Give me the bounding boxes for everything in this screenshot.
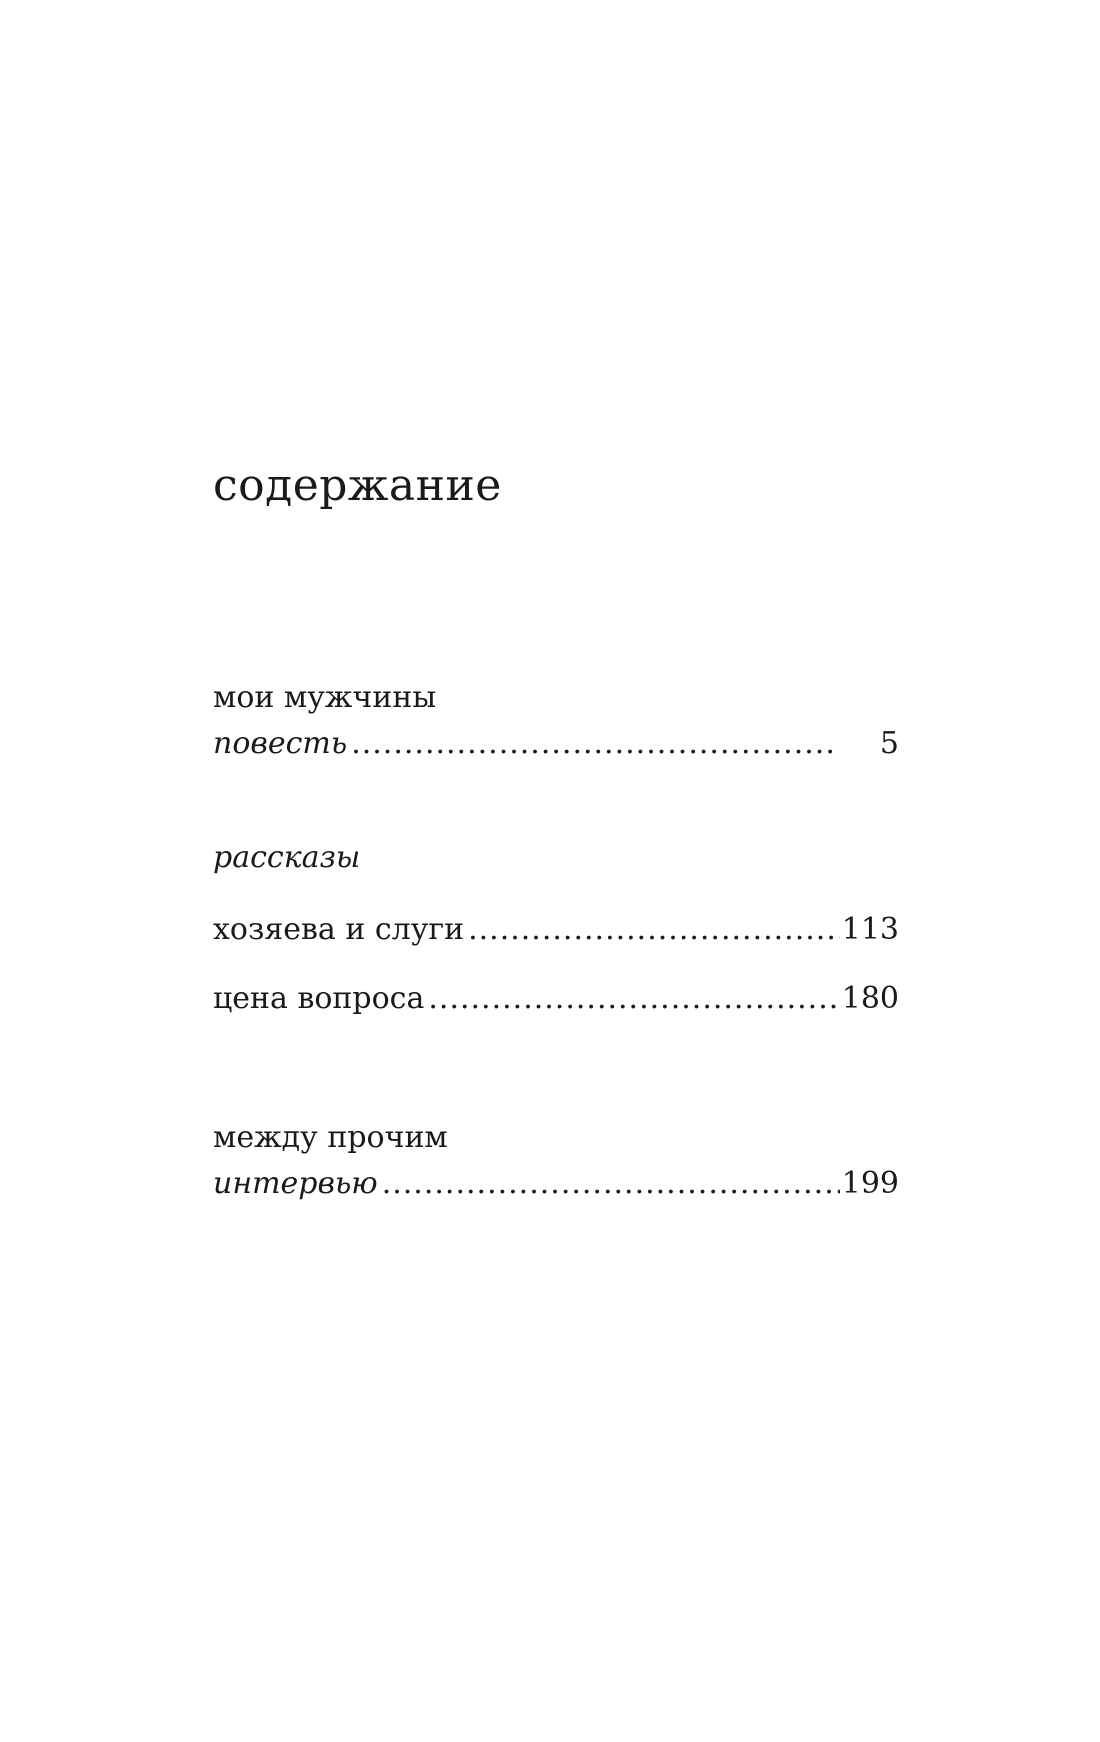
toc-entry-label: интервью: [213, 1166, 378, 1201]
toc-entry-label: повесть: [213, 726, 348, 761]
toc-entry-label: цена вопроса: [213, 981, 425, 1016]
toc-entry-story[interactable]: [213, 979, 899, 1019]
dot-leader: [428, 979, 839, 1019]
toc-entry-novel[interactable]: [213, 724, 899, 764]
dot-leader: [382, 1164, 840, 1204]
toc-entry-page: 113: [841, 912, 899, 947]
toc-entry-story[interactable]: [213, 910, 899, 950]
toc-title: содержание: [213, 460, 502, 511]
toc-entry-page: 199: [841, 1166, 899, 1201]
section-heading-stories: рассказы: [213, 840, 361, 875]
toc-entry-label: хозяева и слуги: [213, 912, 465, 947]
toc-entry-interview[interactable]: [213, 1164, 899, 1204]
section-heading-interview: между прочим: [213, 1120, 448, 1155]
section-heading-novel: мои мужчины: [213, 680, 437, 715]
dot-leader: [468, 910, 840, 950]
toc-entry-page: 180: [841, 981, 899, 1016]
toc-entry-page: 5: [879, 726, 899, 761]
dot-leader: [351, 724, 838, 764]
